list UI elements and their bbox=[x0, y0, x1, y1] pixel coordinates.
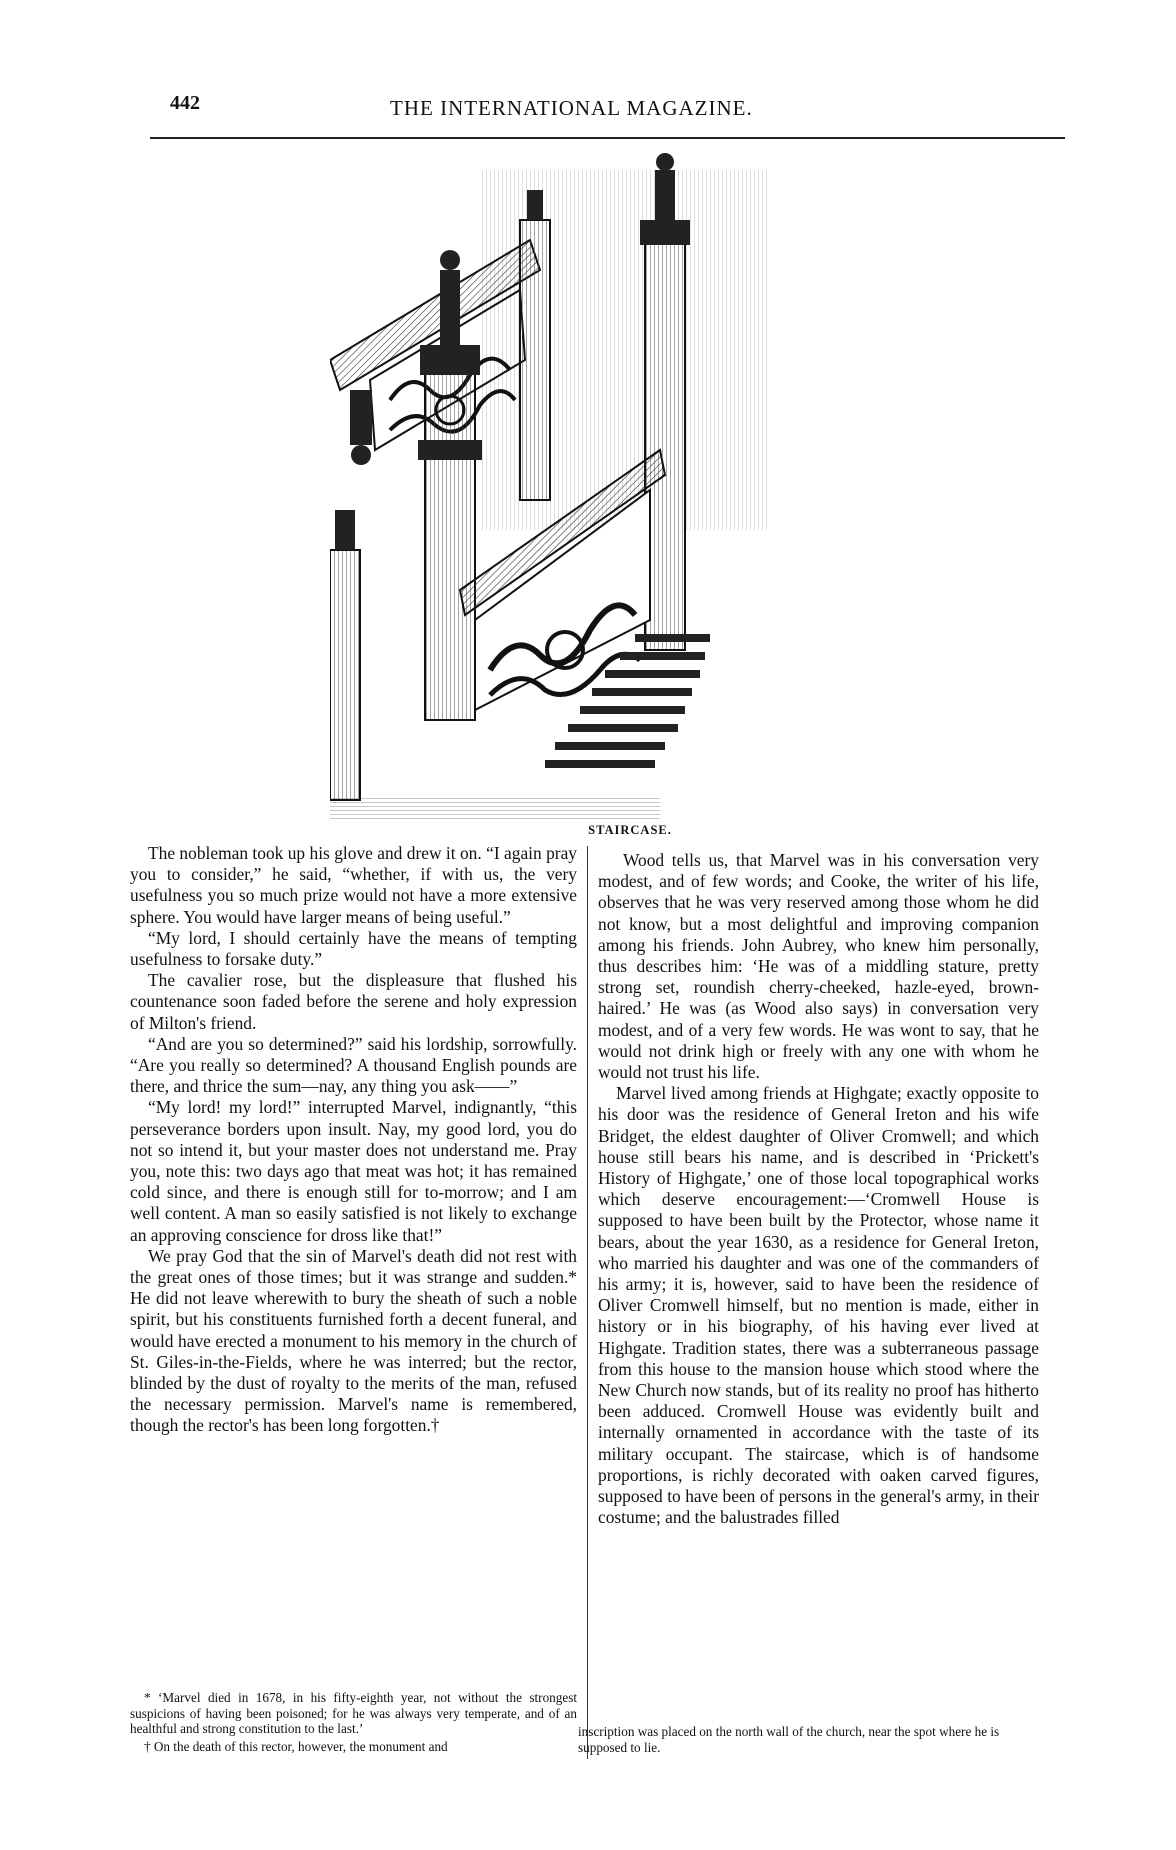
running-title: THE INTERNATIONAL MAGAZINE. bbox=[390, 96, 753, 120]
footnote: † On the death of this rector, however, the monument and bbox=[144, 1738, 448, 1754]
paragraph: The cavalier rose, but the displeasure that flushed his countenance soon faded before the serene and holy expression of Milton's friend. bbox=[130, 970, 577, 1033]
staircase-engraving bbox=[330, 150, 870, 830]
footnote: * ‘Marvel died in 1678, in his fifty-eighth year, not without the strongest suspicions of having been poisoned; for he was always very temperate, and of an healthful and strong constitution to the last.’ bbox=[130, 1690, 577, 1736]
paragraph: “My lord! my lord!” interrupted Marvel, indignantly, “this perseverance borders upon insult. Nay, my good lord, you do not so intend it, but your master does not understand me. Pray you, note this: two days ago that meat was hot; it has remained cold since, and there is enough still for to-morrow; and I am well content. A man so easily satisfied is not likely to exchange an approving conscience for dross like that!” bbox=[130, 1097, 577, 1245]
paragraph: “And are you so determined?” said his lordship, sorrowfully. “Are you really so determined? A thousand English pounds are there, and thrice the sum—nay, any thing you ask——” bbox=[130, 1033, 577, 1097]
footnote-continuation bbox=[578, 1724, 1048, 1755]
paragraph: We pray God that the sin of Marvel's death did not rest with the great ones of those times; but it was strange and sudden.* He did not leave wherewith to bury the sheath of such a noble spirit, but his constituents furnished forth a decent funeral, and would have erected a monument to his memory in the church of St. Giles-in-the-Fields, where he was interred; but the rector, blinded by the dust of royalty to the merits of the man, refused the necessary permission. Marvel's name is remembered, though the rector's has been long forgotten.† bbox=[130, 1245, 577, 1436]
column-divider bbox=[587, 846, 588, 1759]
paragraph: The nobleman took up his glove and drew it on. “I again pray you to consider,” he said, “whether, if with us, the very usefulness you so much prize would not have a more extensive sphere. You would have larger means of being useful.” bbox=[130, 843, 577, 927]
paragraph: Marvel lived among friends at Highgate; exactly opposite to his door was the residence of General Ireton and his wife Bridget, the eldest daughter of Oliver Cromwell; and which house still bears his name, and is described in ‘Prickett's History of Highgate,’ one of those local topographical works which deserve encouragement:—‘Cromwell House is supposed to have been built by the Protector, whose name it bears, about the year 1630, as a residence for General Ireton, who married his daughter and was one of the commanders of his army; it is, however, said to have been the residence of Oliver Cromwell himself, but no mention is made, either in history or in his biography, of his having ever lived at Highgate. Tradition states, there was a subterraneous passage from this house to the mansion house which stood where the New Church now stands, but of its reality no proof has hitherto been adduced. Cromwell House was evidently built and internally ornamented in accordance with the taste of its military occupant. The staircase, which is of handsome proportions, is richly decorated with oaken carved figures, supposed to have been of persons in the general's army, in their costume; and the balustrades filled bbox=[598, 1083, 1039, 1528]
paragraph: Wood tells us, that Marvel was in his conversation very modest, and of few words; and Cooke, the writer of his life, observes that he was very reserved among those whom he did not know, but a most delightful and improving companion among his friends. John Aubrey, who knew him personally, thus describes him: ‘He was of a middling stature, pretty strong set, roundish cherry-cheeked, hazle-eyed, brown-haired.’ He was (as Wood also says) in conversation very modest, and of a very few words. He was wont to say, that he would not drink high or freely with any one with whom he would not trust his life. bbox=[598, 850, 1039, 1083]
header-rule bbox=[150, 137, 1065, 139]
page-number: 442 bbox=[170, 92, 200, 114]
footnotes-left bbox=[130, 1690, 577, 1756]
figure-caption: STAIRCASE. bbox=[588, 823, 672, 837]
left-column bbox=[130, 843, 577, 1437]
footnote: inscription was placed on the north wall of the church, near the spot where he is supposed to lie. bbox=[578, 1724, 1000, 1755]
page-header bbox=[150, 92, 1065, 132]
right-column bbox=[598, 850, 1039, 1529]
paragraph: “My lord, I should certainly have the means of tempting usefulness to forsake duty.” bbox=[130, 927, 577, 970]
